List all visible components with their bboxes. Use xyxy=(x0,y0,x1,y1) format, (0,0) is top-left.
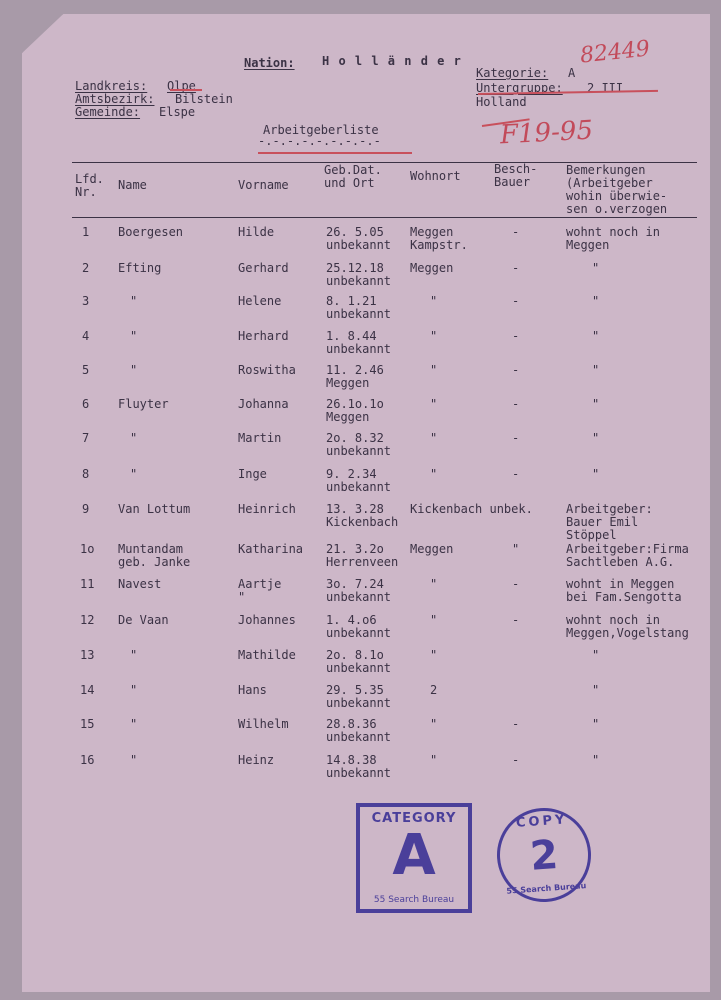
table-header-rule xyxy=(72,217,697,218)
red-underline-title xyxy=(258,152,412,154)
row-vorname: Hilde xyxy=(238,225,275,239)
row-name: " xyxy=(130,329,138,343)
row-number: 8 xyxy=(82,467,90,481)
category-stamp-letter: A xyxy=(392,823,436,888)
row-number: 4 xyxy=(82,329,90,343)
row-vorname: Inge xyxy=(238,467,267,481)
copy-stamp xyxy=(494,805,594,905)
row-wohnort: " xyxy=(430,329,438,343)
row-number: 7 xyxy=(82,431,90,445)
row-geb: 9. 2.34 unbekannt xyxy=(326,467,392,494)
row-vorname: Katharina xyxy=(238,542,304,556)
row-name: Van Lottum xyxy=(118,502,191,516)
row-bemerkungen: " xyxy=(592,467,600,481)
row-number: 14 xyxy=(80,683,95,697)
row-wohnort: " xyxy=(430,613,438,627)
row-bemerkungen: " xyxy=(592,329,600,343)
row-besch: - xyxy=(512,431,520,445)
row-besch: - xyxy=(512,363,520,377)
col-header-vorname: Vorname xyxy=(238,178,289,192)
row-bemerkungen: Arbeitgeber: Bauer Emil Stöppel xyxy=(566,502,653,542)
list-title-dashes: -.-.-.-.-.-.-.-.- xyxy=(258,134,381,148)
row-vorname: Heinz xyxy=(238,753,275,767)
row-geb: 8. 1.21 unbekannt xyxy=(326,294,392,321)
row-geb: 13. 3.28 Kickenbach xyxy=(326,502,399,529)
row-wohnort: " xyxy=(430,717,438,731)
col-header-lfd: Lfd. Nr. xyxy=(75,172,104,199)
gemeinde-label: Gemeinde: xyxy=(75,105,141,119)
row-wohnort: " xyxy=(430,431,438,445)
row-wohnort: 2 xyxy=(430,683,438,697)
row-besch: - xyxy=(512,397,520,411)
row-geb: 21. 3.2o Herrenveen xyxy=(326,542,399,569)
row-geb: 1. 4.o6 unbekannt xyxy=(326,613,392,640)
row-name: " xyxy=(130,467,138,481)
row-number: 3 xyxy=(82,294,90,308)
row-name: Fluyter xyxy=(118,397,169,411)
amtsbezirk-value: Bilstein xyxy=(175,92,233,106)
copy-stamp-footer: 55 Search Bureau xyxy=(506,881,587,896)
row-besch: - xyxy=(512,225,520,239)
row-bemerkungen: " xyxy=(592,431,600,445)
row-geb: 28.8.36 unbekannt xyxy=(326,717,392,744)
row-wohnort: Meggen Kampstr. xyxy=(410,225,468,252)
row-number: 6 xyxy=(82,397,90,411)
row-vorname: Roswitha xyxy=(238,363,296,377)
list-title: Arbeitgeberliste xyxy=(263,123,379,137)
row-geb: 25.12.18 unbekannt xyxy=(326,261,392,288)
untergruppe-label: Untergruppe: xyxy=(476,81,563,95)
row-bemerkungen: Arbeitgeber:Firma Sachtleben A.G. xyxy=(566,542,689,569)
row-besch: - xyxy=(512,577,520,591)
row-name: De Vaan xyxy=(118,613,169,627)
row-geb: 26.1o.1o Meggen xyxy=(326,397,384,424)
row-number: 16 xyxy=(80,753,95,767)
row-wohnort: " xyxy=(430,363,438,377)
row-number: 15 xyxy=(80,717,95,731)
row-bemerkungen: " xyxy=(592,294,600,308)
row-name: " xyxy=(130,717,138,731)
copy-stamp-number: 2 xyxy=(528,832,560,880)
row-wohnort: Kickenbach unbek. xyxy=(410,502,533,516)
copy-stamp-title: COPY xyxy=(515,812,568,831)
row-bemerkungen: " xyxy=(592,683,600,697)
row-geb: 29. 5.35 unbekannt xyxy=(326,683,392,710)
land-value: Holland xyxy=(476,95,527,109)
row-vorname: Hans xyxy=(238,683,267,697)
row-bemerkungen: " xyxy=(592,261,600,275)
row-name: Boergesen xyxy=(118,225,184,239)
row-bemerkungen: " xyxy=(592,717,600,731)
row-bemerkungen: " xyxy=(592,753,600,767)
row-name: " xyxy=(130,294,138,308)
row-bemerkungen: wohnt in Meggen bei Fam.Sengotta xyxy=(566,577,682,604)
row-name: " xyxy=(130,683,138,697)
kategorie-label: Kategorie: xyxy=(476,66,549,80)
row-number: 13 xyxy=(80,648,95,662)
row-vorname: Johannes xyxy=(238,613,296,627)
row-vorname: Gerhard xyxy=(238,261,289,275)
row-wohnort: " xyxy=(430,397,438,411)
row-number: 11 xyxy=(80,577,95,591)
row-besch: - xyxy=(512,717,520,731)
row-besch: - xyxy=(512,613,520,627)
handwritten-file-ref: F19-95 xyxy=(499,115,594,151)
row-besch: - xyxy=(512,329,520,343)
row-wohnort: Meggen xyxy=(410,542,454,556)
row-vorname: Martin xyxy=(238,431,282,445)
row-besch: - xyxy=(512,294,520,308)
row-geb: 1. 8.44 unbekannt xyxy=(326,329,392,356)
row-name: Navest xyxy=(118,577,162,591)
landkreis-value: Olpe xyxy=(167,79,196,93)
landkreis-label: Landkreis: xyxy=(75,79,148,93)
handwritten-number: 82449 xyxy=(578,36,652,69)
row-bemerkungen: wohnt noch in Meggen xyxy=(566,225,660,252)
row-number: 5 xyxy=(82,363,90,377)
row-vorname: Wilhelm xyxy=(238,717,289,731)
row-geb: 14.8.38 unbekannt xyxy=(326,753,392,780)
row-bemerkungen: " xyxy=(592,397,600,411)
row-name: " xyxy=(130,648,138,662)
row-number: 1 xyxy=(82,225,90,239)
category-stamp-footer: 55 Search Bureau xyxy=(373,895,455,905)
amtsbezirk-label: Amtsbezirk: xyxy=(75,92,155,106)
col-header-wohnort: Wohnort xyxy=(410,169,461,183)
row-number: 2 xyxy=(82,261,90,275)
row-wohnort: " xyxy=(430,577,438,591)
row-besch: - xyxy=(512,467,520,481)
row-vorname: Aartje " xyxy=(238,577,282,604)
row-vorname: Johanna xyxy=(238,397,289,411)
row-number: 9 xyxy=(82,502,90,516)
row-name: Muntandam geb. Janke xyxy=(118,542,191,569)
col-header-bemerkungen: Bemerkungen (Arbeitgeber wohin überwie- sen o.verzogen xyxy=(566,163,668,216)
col-header-besch: Besch- Bauer xyxy=(494,162,538,189)
row-geb: 2o. 8.32 unbekannt xyxy=(326,431,392,458)
row-vorname: Helene xyxy=(238,294,282,308)
col-header-geb: Geb.Dat. und Ort xyxy=(324,163,382,190)
row-vorname: Herhard xyxy=(238,329,289,343)
row-number: 1o xyxy=(80,542,95,556)
row-name: Efting xyxy=(118,261,162,275)
row-besch: - xyxy=(512,753,520,767)
row-name: " xyxy=(130,431,138,445)
row-besch: - xyxy=(512,261,520,275)
row-name: " xyxy=(130,363,138,377)
category-stamp xyxy=(356,803,472,913)
category-stamp-title: CATEGORY xyxy=(371,811,457,826)
row-bemerkungen: " xyxy=(592,363,600,377)
row-number: 12 xyxy=(80,613,95,627)
row-wohnort: " xyxy=(430,294,438,308)
row-wohnort: " xyxy=(430,467,438,481)
nation-value: H o l l ä n d e r xyxy=(322,54,462,68)
kategorie-value: A xyxy=(568,66,576,80)
nation-label: Nation: xyxy=(244,56,295,70)
row-wohnort: Meggen xyxy=(410,261,454,275)
gemeinde-value: Elspe xyxy=(159,105,196,119)
row-geb: 26. 5.05 unbekannt xyxy=(326,225,392,252)
row-name: " xyxy=(130,753,138,767)
red-underline-olpe xyxy=(170,89,202,91)
row-geb: 11. 2.46 Meggen xyxy=(326,363,384,390)
row-wohnort: " xyxy=(430,753,438,767)
row-bemerkungen: " xyxy=(592,648,600,662)
row-besch: " xyxy=(512,542,520,556)
row-vorname: Mathilde xyxy=(238,648,296,662)
untergruppe-value: 2 III xyxy=(587,81,624,95)
row-geb: 3o. 7.24 unbekannt xyxy=(326,577,392,604)
row-geb: 2o. 8.1o unbekannt xyxy=(326,648,392,675)
row-bemerkungen: wohnt noch in Meggen,Vogelstang xyxy=(566,613,689,640)
col-header-name: Name xyxy=(118,178,147,192)
row-wohnort: " xyxy=(430,648,438,662)
row-vorname: Heinrich xyxy=(238,502,296,516)
